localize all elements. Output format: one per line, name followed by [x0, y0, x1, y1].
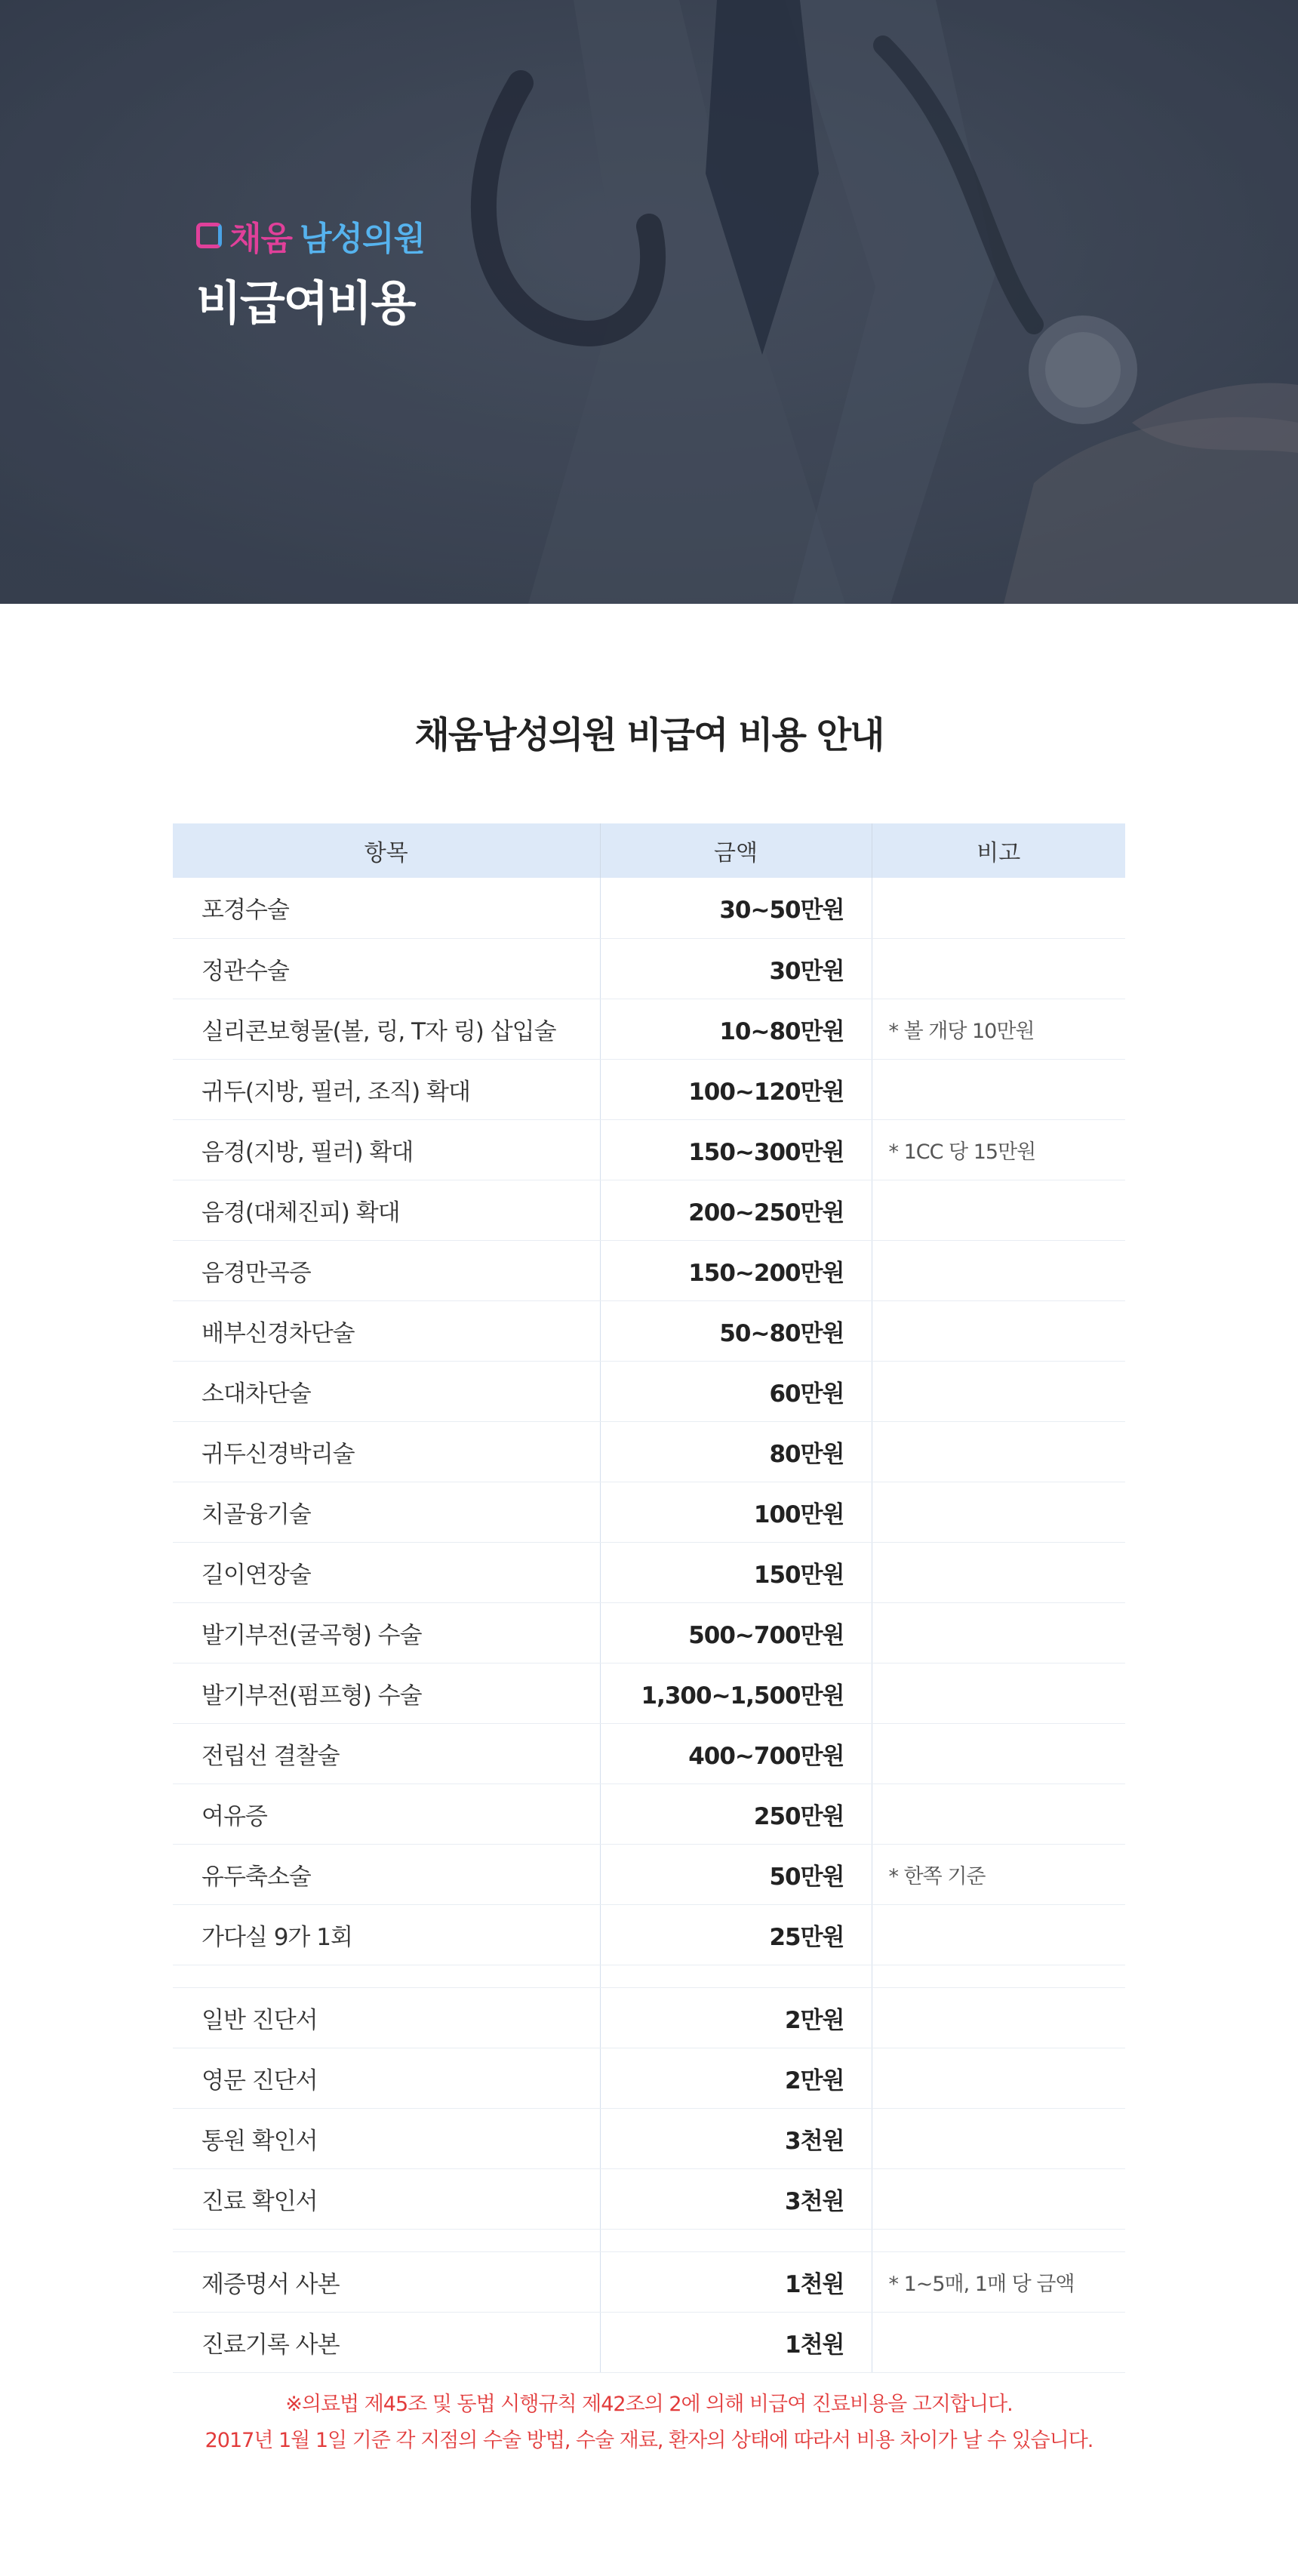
table-row	[173, 938, 1125, 999]
note-cell	[872, 1059, 1125, 1119]
item-cell: 음경(지방, 필러) 확대	[173, 1119, 600, 1180]
item-cell: 길이연장술	[173, 1542, 600, 1602]
item-cell: 영문 진단서	[173, 2048, 600, 2108]
header-price: 금액	[600, 823, 872, 878]
item-cell: 가다실 9가 1회	[173, 1904, 600, 1965]
price-cell: 500~700만원	[600, 1602, 872, 1663]
group-separator	[173, 2229, 1125, 2251]
item-cell: 제증명서 사본	[173, 2251, 600, 2312]
doctor-background-image	[0, 0, 1298, 604]
table-row	[173, 1723, 1125, 1784]
price-cell: 150만원	[600, 1542, 872, 1602]
table-row	[173, 1482, 1125, 1542]
table-row	[173, 1119, 1125, 1180]
price-cell: 80만원	[600, 1421, 872, 1482]
footnote-line-1: ※의료법 제45조 및 동법 시행규칙 제42조의 2에 의해 비급여 진료비용을 고지합니다.	[285, 2393, 1013, 2416]
group-separator	[173, 1965, 1125, 1987]
table-header-row	[173, 823, 1125, 878]
table-row	[173, 2168, 1125, 2229]
price-cell: 100만원	[600, 1482, 872, 1542]
price-cell: 60만원	[600, 1361, 872, 1421]
table-row	[173, 1180, 1125, 1240]
note-cell	[872, 1602, 1125, 1663]
note-cell	[872, 1784, 1125, 1844]
hero-brand	[196, 211, 425, 260]
brand-name-part1: 채움	[229, 220, 293, 258]
note-cell: * 1CC 당 15만원	[872, 1119, 1125, 1180]
header-item: 항목	[173, 823, 600, 878]
note-cell	[872, 2312, 1125, 2372]
note-cell	[872, 1180, 1125, 1240]
price-cell: 3천원	[600, 2168, 872, 2229]
item-cell: 귀두(지방, 필러, 조직) 확대	[173, 1059, 600, 1119]
note-cell: * 볼 개당 10만원	[872, 999, 1125, 1059]
section-title: 채움남성의원 비급여 비용 안내	[414, 714, 884, 756]
item-cell: 통원 확인서	[173, 2108, 600, 2168]
note-cell	[872, 2108, 1125, 2168]
footnote-line-2: 2017년 1월 1일 기준 각 지점의 수술 방법, 수술 재료, 환자의 상태에 따라서 비용 차이가 날 수 있습니다.	[205, 2429, 1093, 2452]
price-cell: 30~50만원	[600, 878, 872, 938]
page-title: 비급여비용	[196, 275, 415, 331]
item-cell: 정관수술	[173, 938, 600, 999]
table-row	[173, 1784, 1125, 1844]
table-row	[173, 878, 1125, 938]
brand-logo-icon	[196, 223, 222, 248]
separator-cell	[173, 1965, 600, 1987]
note-cell	[872, 1663, 1125, 1723]
price-cell: 2만원	[600, 1987, 872, 2048]
note-cell: * 1~5매, 1매 당 금액	[872, 2251, 1125, 2312]
item-cell: 귀두신경박리술	[173, 1421, 600, 1482]
table-row	[173, 1059, 1125, 1119]
note-cell	[872, 1904, 1125, 1965]
separator-cell	[600, 2229, 872, 2251]
note-cell	[872, 938, 1125, 999]
note-cell	[872, 1723, 1125, 1784]
table-row	[173, 999, 1125, 1059]
note-cell	[872, 1482, 1125, 1542]
item-cell: 실리콘보형물(볼, 링, T자 링) 삽입술	[173, 999, 600, 1059]
table-row	[173, 1542, 1125, 1602]
table-row	[173, 1904, 1125, 1965]
note-cell	[872, 1542, 1125, 1602]
price-cell: 1,300~1,500만원	[600, 1663, 872, 1723]
price-cell: 150~200만원	[600, 1240, 872, 1300]
table-row	[173, 2312, 1125, 2372]
price-cell: 250만원	[600, 1784, 872, 1844]
fee-table-body	[173, 878, 1125, 2372]
price-cell: 200~250만원	[600, 1180, 872, 1240]
note-cell	[872, 1421, 1125, 1482]
table-row	[173, 1663, 1125, 1723]
price-cell: 50만원	[600, 1844, 872, 1904]
table-row	[173, 1361, 1125, 1421]
legal-footnote	[0, 2387, 1298, 2459]
table-row	[173, 1602, 1125, 1663]
item-cell: 유두축소술	[173, 1844, 600, 1904]
price-cell: 25만원	[600, 1904, 872, 1965]
separator-cell	[872, 1965, 1125, 1987]
table-row	[173, 2251, 1125, 2312]
table-row	[173, 2048, 1125, 2108]
price-cell: 2만원	[600, 2048, 872, 2108]
table-row	[173, 2108, 1125, 2168]
header-note: 비고	[872, 823, 1125, 878]
note-cell	[872, 1987, 1125, 2048]
item-cell: 진료 확인서	[173, 2168, 600, 2229]
price-cell: 3천원	[600, 2108, 872, 2168]
table-row	[173, 1240, 1125, 1300]
item-cell: 치골융기술	[173, 1482, 600, 1542]
item-cell: 발기부전(펌프형) 수술	[173, 1663, 600, 1723]
table-row	[173, 1987, 1125, 2048]
separator-cell	[173, 2229, 600, 2251]
table-row	[173, 1300, 1125, 1361]
item-cell: 발기부전(굴곡형) 수술	[173, 1602, 600, 1663]
separator-cell	[872, 2229, 1125, 2251]
note-cell	[872, 878, 1125, 938]
item-cell: 소대차단술	[173, 1361, 600, 1421]
hero-banner	[0, 0, 1298, 604]
note-cell	[872, 2168, 1125, 2229]
note-cell	[872, 2048, 1125, 2108]
price-cell: 100~120만원	[600, 1059, 872, 1119]
price-cell: 1천원	[600, 2251, 872, 2312]
item-cell: 진료기록 사본	[173, 2312, 600, 2372]
item-cell: 여유증	[173, 1784, 600, 1844]
fee-table	[173, 823, 1125, 2373]
price-cell: 1천원	[600, 2312, 872, 2372]
price-cell: 150~300만원	[600, 1119, 872, 1180]
price-cell: 50~80만원	[600, 1300, 872, 1361]
note-cell	[872, 1300, 1125, 1361]
price-cell: 10~80만원	[600, 999, 872, 1059]
item-cell: 음경만곡증	[173, 1240, 600, 1300]
item-cell: 일반 진단서	[173, 1987, 600, 2048]
item-cell: 포경수술	[173, 878, 600, 938]
note-cell: * 한쪽 기준	[872, 1844, 1125, 1904]
item-cell: 음경(대체진피) 확대	[173, 1180, 600, 1240]
table-row	[173, 1844, 1125, 1904]
note-cell	[872, 1361, 1125, 1421]
note-cell	[872, 1240, 1125, 1300]
price-cell: 30만원	[600, 938, 872, 999]
separator-cell	[600, 1965, 872, 1987]
item-cell: 배부신경차단술	[173, 1300, 600, 1361]
brand-name-part2: 남성의원	[300, 220, 426, 258]
table-row	[173, 1421, 1125, 1482]
item-cell: 전립선 결찰술	[173, 1723, 600, 1784]
price-cell: 400~700만원	[600, 1723, 872, 1784]
